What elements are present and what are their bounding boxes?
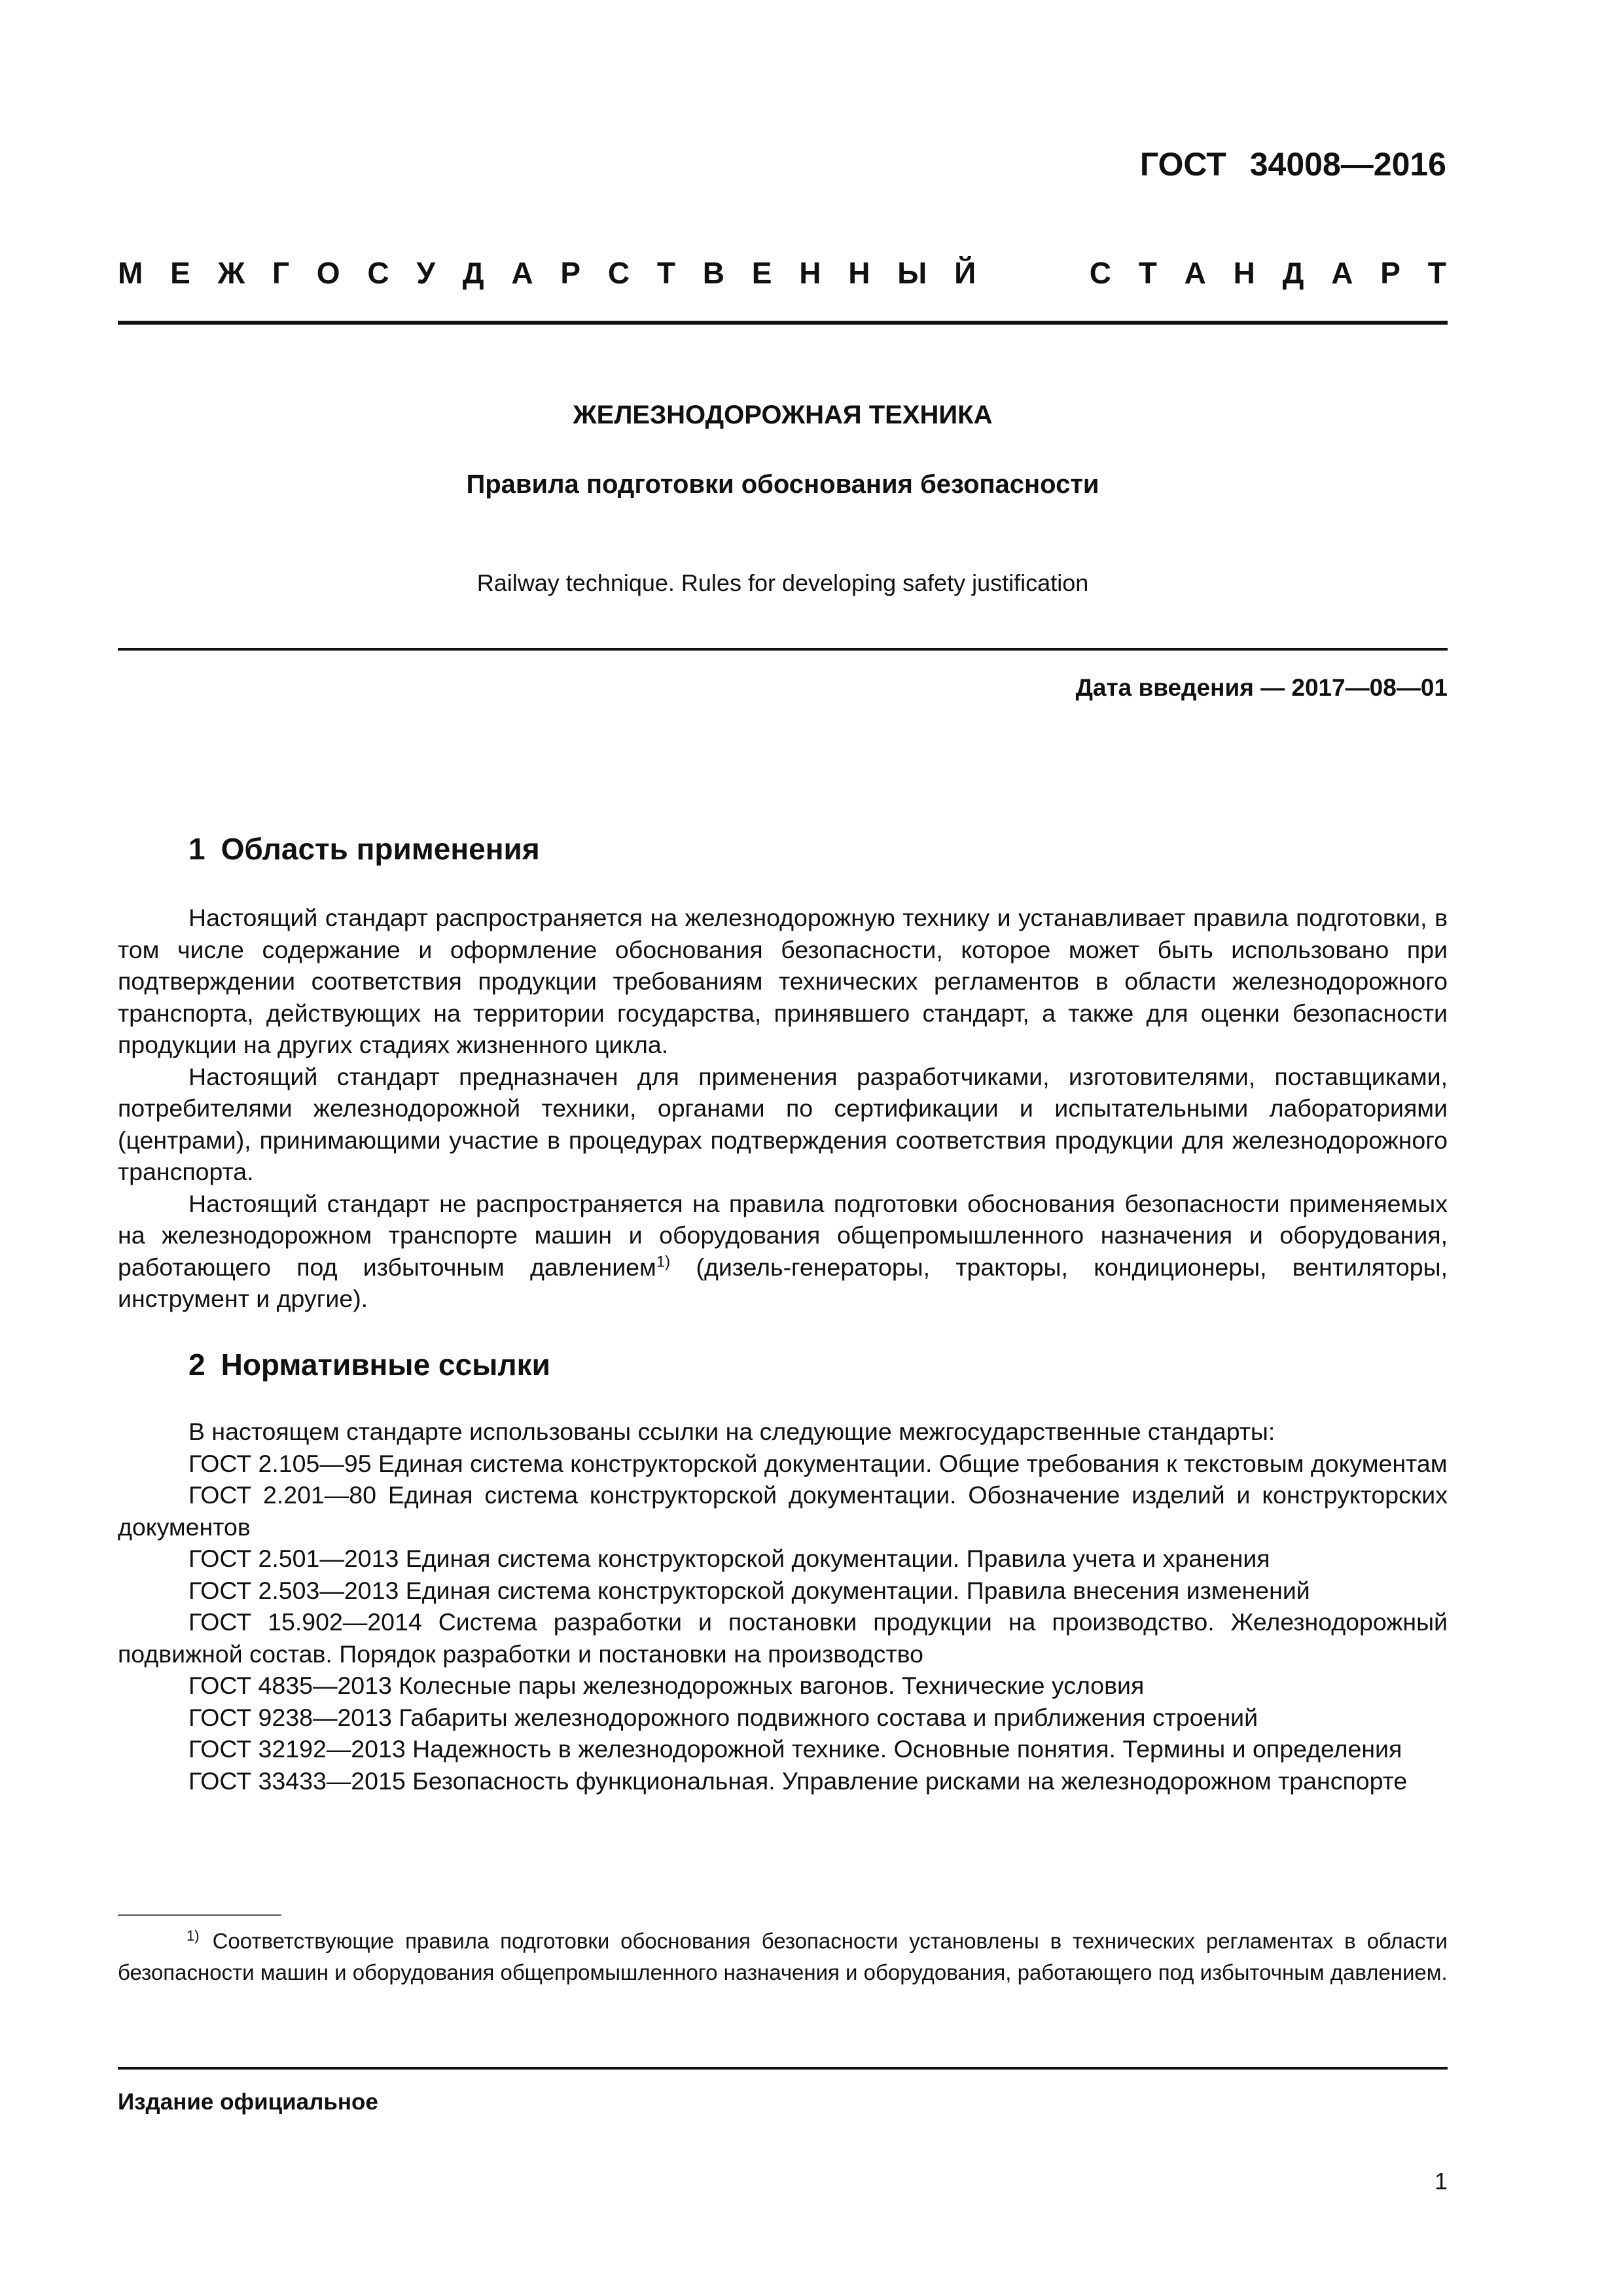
reference-item: ГОСТ 32192—2013 Надежность в железнодорожной технике. Основные понятия. Термины и определения [188,1735,1402,1763]
word-gap [1003,255,1062,291]
paragraph-text: (дизель-генераторы, тракторы, кондиционеры, вентиляторы, инструмент и другие). [118,1253,1448,1312]
standard-type-letter: У [416,256,435,290]
standard-type-letter: Т [1427,256,1446,290]
title-rule [118,648,1448,651]
section-2-number: 2 [188,1348,205,1382]
standard-type-letter: Е [751,256,772,290]
standard-type-letter: Д [462,256,484,290]
reference-item: ГОСТ 2.201—80 Единая система конструкторской документации. Обозначение изделий и конструкторских документов [118,1481,1448,1541]
section-1-heading [188,831,540,867]
standard-type-letter: Н [848,256,870,290]
reference-item: ГОСТ 4835—2013 Колесные пары железнодорожных вагонов. Технические условия [188,1672,1145,1699]
standard-type-letter: Г [272,256,290,290]
standard-type-letter: Т [1138,256,1157,290]
intro-date: Дата введения — 2017—08—01 [1075,674,1448,701]
footnote [118,1920,1448,1988]
standard-type-letter: В [702,256,724,290]
footnote-mark: 1) [187,1928,200,1944]
standard-type-letter: О [316,256,340,290]
edition-label: Издание официальное [118,2089,378,2115]
standard-type-letter: С [367,256,389,290]
title-sub: Правила подготовки обоснования безопасности [466,470,1099,499]
reference-item: ГОСТ 2.105—95 Единая система конструкторской документации. Общие требования к текстовым документам [188,1449,1448,1477]
reference-item: ГОСТ 2.501—2013 Единая система конструкторской документации. Правила учета и хранения [188,1545,1270,1572]
reference-item: ГОСТ 33433—2015 Безопасность функциональная. Управление рисками на железнодорожном транспорте [188,1767,1408,1795]
standard-type-letter: Т [656,256,675,290]
section-1-title: Область применения [221,832,540,866]
standard-type-heading [118,255,1446,291]
standard-type-letter: С [1089,256,1111,290]
section-2-title: Нормативные ссылки [221,1348,550,1382]
title-main: ЖЕЛЕЗНОДОРОЖНАЯ ТЕХНИКА [573,401,993,429]
section-2-heading [188,1347,550,1382]
section-1-number: 1 [188,832,205,866]
section-1-paragraph [118,1188,1448,1315]
footer-rule [118,2067,1448,2070]
standard-type-letter: Ы [897,256,927,290]
standard-type-letter: А [511,256,533,290]
section-1-paragraph: Настоящий стандарт предназначен для применения разработчиками, изготовителями, поставщиками, потребителями железнодорожной техники, органами по сертификации и испытательными лабораториями (центрами), принимающими участие в процедурах подтверждения соответствия продукции для железнодорожного транспорта. [118,1062,1448,1185]
standard-type-letter: А [1184,256,1206,290]
page-number: 1 [1434,2168,1448,2195]
standard-type-letter: А [1331,256,1353,290]
section-1-body [118,902,1448,1315]
title-english: Railway technique. Rules for developing safety justification [476,569,1089,596]
reference-item: ГОСТ 15.902—2014 Система разработки и постановки продукции на производство. Железнодорожный подвижной состав. Порядок разработки и постановки на производство [118,1608,1448,1668]
footnote-text: Соответствующие правила подготовки обоснования безопасности установлены в технических регламентах в области безопасности машин и оборудования общепромышленного назначения и оборудования, работающего под избыточным давлением. [118,1929,1448,1984]
doc-number: ГОСТ 34008—2016 [1139,146,1446,183]
footnote-reference: 1) [656,1253,671,1270]
standard-type-letter: Ж [217,256,245,290]
reference-item: ГОСТ 9238—2013 Габариты железнодорожного подвижного состава и приближения строений [188,1703,1258,1731]
section-1-paragraph: Настоящий стандарт распространяется на железнодорожную технику и устанавливает правила подготовки, в том числе содержание и оформление обоснования безопасности, которое может быть использовано при подтверждении соответствия продукции требованиям технических регламентов в области железнодорожного транспорта, действующих на территории государства, принявшего стандарт, а также для оценки безопасности продукции на других стадиях жизненного цикла. [118,904,1448,1058]
standard-type-letter: Е [170,256,190,290]
header-rule [118,321,1448,325]
standard-type-letter: Н [799,256,821,290]
standard-type-letter: Р [560,256,581,290]
standard-type-letter: Р [1380,256,1400,290]
standard-type-letter: Н [1233,256,1255,290]
paragraph-text: Настоящий стандарт не распространяется на правила подготовки обоснования безопасности применяемых на железнодорожном транспорте машин и оборудования общепромышленного назначения и оборудования, работающего под избыточным давлением [118,1189,1448,1281]
standard-type-letter: Д [1282,256,1304,290]
standard-type-letter: Й [954,256,976,290]
reference-item: ГОСТ 2.503—2013 Единая система конструкторской документации. Правила внесения изменений [188,1576,1310,1604]
footnote-separator [118,1914,281,1916]
standard-type-letter: М [118,256,143,290]
section-2-body [118,1416,1448,1797]
standard-type-letter: С [607,256,630,290]
section-2-intro: В настоящем стандарте использованы ссылки на следующие межгосударственные стандарты: [188,1418,1275,1445]
